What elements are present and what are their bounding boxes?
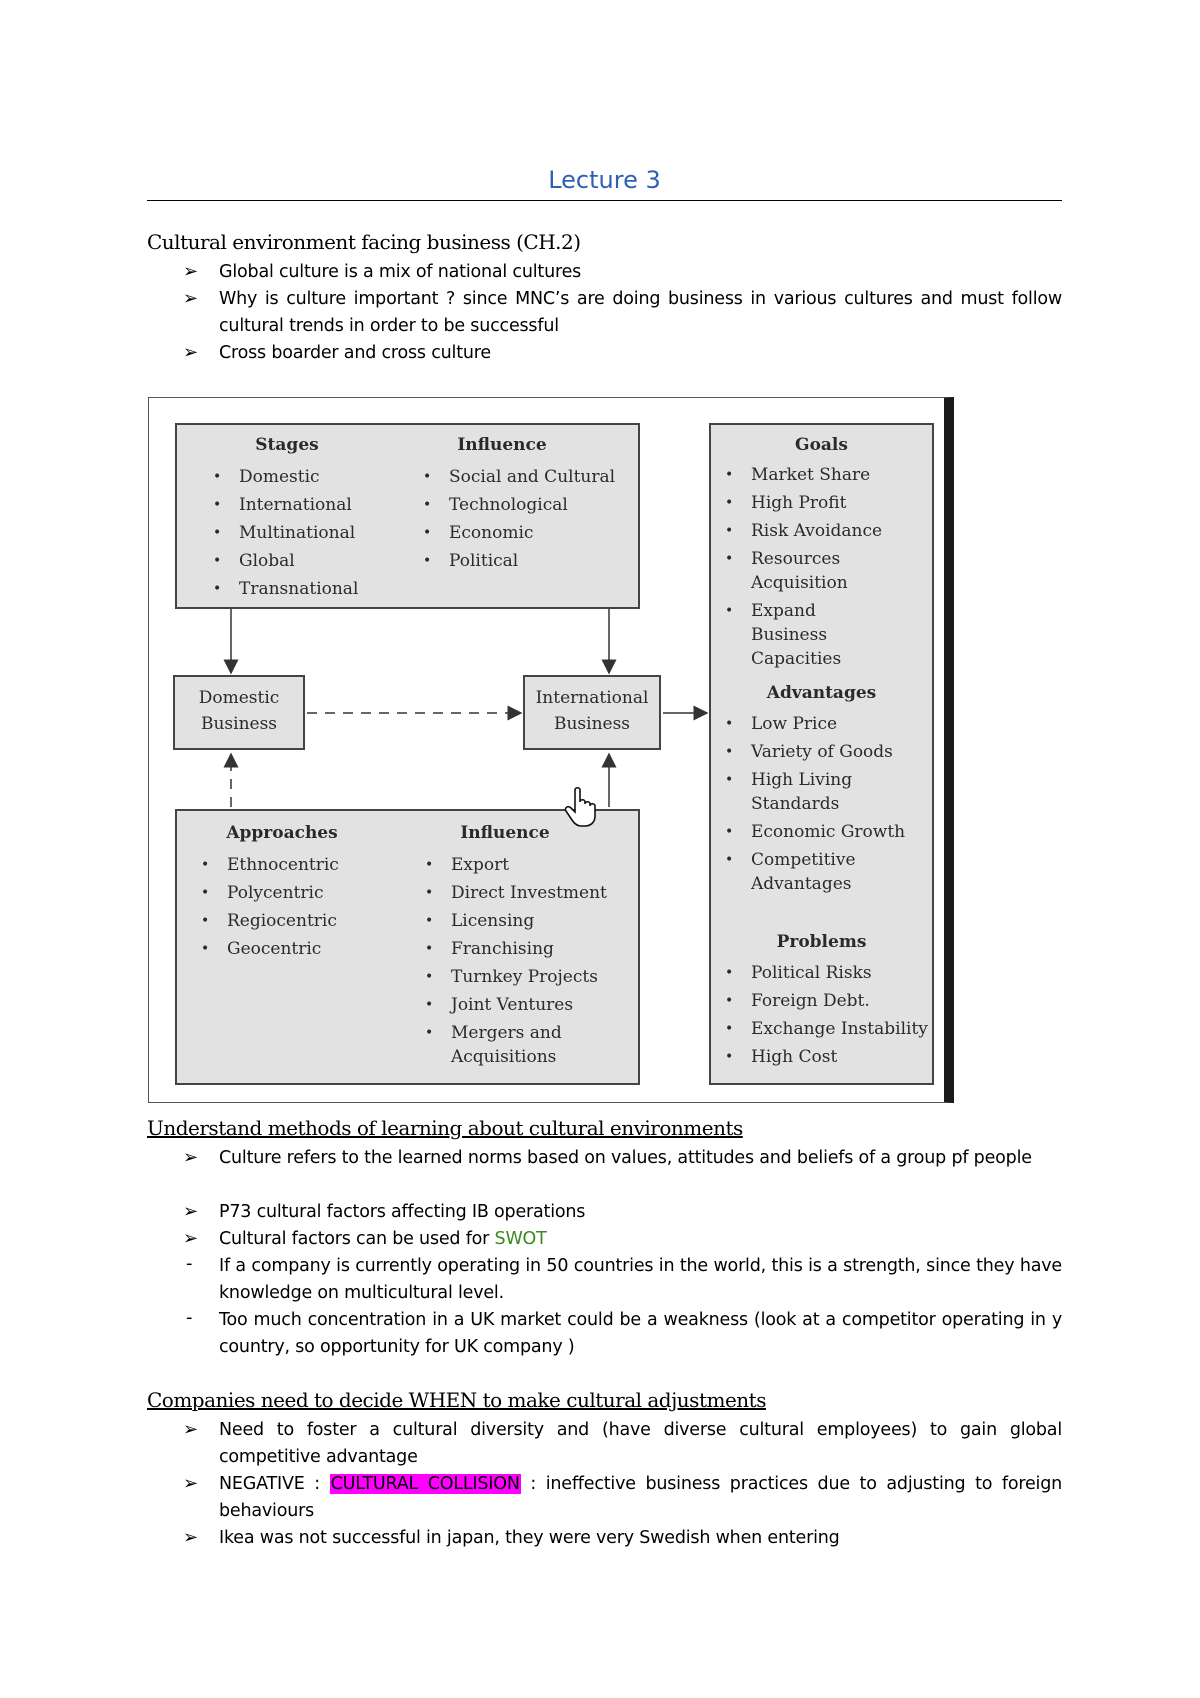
- influence-title: Influence: [457, 435, 547, 455]
- arrow-bullet-icon: ➢: [183, 1228, 199, 1249]
- dash-bullet: -: [186, 1253, 193, 1274]
- goals-title: Goals: [795, 435, 848, 455]
- list-item: • Regiocentric: [195, 909, 339, 933]
- list-item: • High Profit: [719, 491, 924, 515]
- section3-heading: Companies need to decide WHEN to make cultural adjustments: [147, 1388, 766, 1412]
- approaches-title: Approaches: [226, 823, 338, 843]
- list-item: • Variety of Goods: [719, 740, 924, 764]
- domestic-business-box: Domestic Business: [173, 675, 305, 750]
- list-item: • Turnkey Projects: [419, 965, 629, 989]
- list-item: • Mergers and Acquisitions: [419, 1021, 591, 1069]
- list-item: • Political Risks: [719, 961, 934, 985]
- diagram-arrows: [149, 398, 945, 1102]
- list-item: • Resources Acquisition: [719, 547, 861, 595]
- section2-bullet-1: Culture refers to the learned norms based on values, attitudes and beliefs of a group pf people: [219, 1148, 1032, 1168]
- section2-dash-1: If a company is currently operating in 50 countries in the world, this is a strength, since they have knowledge on multicultural level.: [219, 1256, 1062, 1303]
- list-item: • Franchising: [419, 937, 629, 961]
- page-title: Lecture 3: [548, 166, 661, 194]
- section3-bullet-1: Need to foster a cultural diversity and (have diverse cultural employees) to gain global competitive advantage: [219, 1420, 1062, 1467]
- arrow-bullet-icon: ➢: [183, 261, 199, 282]
- arrow-bullet-icon: ➢: [183, 1473, 199, 1494]
- list-item: • Domestic: [207, 465, 358, 489]
- section2-bullet-3: [219, 1226, 1062, 1253]
- list-item: • Licensing: [419, 909, 629, 933]
- list-item: • Export: [419, 853, 629, 877]
- influence-title: Influence: [460, 823, 550, 843]
- section2-dash-2: Too much concentration in a UK market could be a weakness (look at a competitor operating in y country, so opportunity for UK company ): [219, 1310, 1062, 1357]
- section3-bullet-3: Ikea was not successful in japan, they were very Swedish when entering: [219, 1528, 840, 1548]
- list-item: • Foreign Debt.: [719, 989, 934, 1013]
- list-item: • Political: [417, 549, 615, 573]
- arrow-bullet-icon: ➢: [183, 342, 199, 363]
- list-item: • Technological: [417, 493, 615, 517]
- list-item: • Low Price: [719, 712, 924, 736]
- list-item: • High Living Standards: [719, 768, 861, 816]
- list-item: • International: [207, 493, 358, 517]
- section2-heading: Understand methods of learning about cultural environments: [147, 1116, 743, 1140]
- arrow-bullet-icon: ➢: [183, 1527, 199, 1548]
- list-item: • Social and Cultural: [417, 465, 615, 489]
- arrow-bullet-icon: ➢: [183, 1201, 199, 1222]
- bullet-text: NEGATIVE :: [219, 1474, 330, 1494]
- section1-heading: Cultural environment facing business (CH.2): [147, 230, 581, 254]
- section3-bullet-2: [219, 1471, 1062, 1525]
- international-business-box: International Business: [523, 675, 661, 750]
- list-item: • High Cost: [719, 1045, 934, 1069]
- stages-title: Stages: [255, 435, 319, 455]
- list-item: • Multinational: [207, 521, 358, 545]
- cultural-collision-highlight: CULTURAL COLLISION: [330, 1474, 520, 1494]
- list-item: • Global: [207, 549, 358, 573]
- dash-bullet: -: [186, 1307, 193, 1328]
- list-item: • Ethnocentric: [195, 853, 339, 877]
- international-business-diagram: [148, 397, 954, 1103]
- bullet-text: : ineffective business practices due to adjusting to foreign behaviours: [219, 1474, 1063, 1521]
- section1-bullet-1: Global culture is a mix of national cultures: [219, 262, 582, 282]
- list-item: • Risk Avoidance: [719, 519, 924, 543]
- list-item: • Competitive Advantages: [719, 848, 881, 896]
- list-item: • Expand Business Capacities: [719, 599, 891, 671]
- arrow-bullet-icon: ➢: [183, 288, 199, 309]
- list-item: • Joint Ventures: [419, 993, 629, 1017]
- list-item: • Transnational: [207, 577, 358, 601]
- list-item: • Exchange Instability: [719, 1017, 934, 1041]
- list-item: • Market Share: [719, 463, 924, 487]
- arrow-bullet-icon: ➢: [183, 1419, 199, 1440]
- list-item: • Economic Growth: [719, 820, 924, 844]
- section2-bullet-2: P73 cultural factors affecting IB operations: [219, 1202, 586, 1222]
- advantages-title: Advantages: [766, 683, 877, 703]
- bullet-text: Cultural factors can be used for: [219, 1229, 495, 1249]
- list-item: • Direct Investment: [419, 881, 629, 905]
- problems-title: Problems: [776, 932, 867, 952]
- section1-bullet-2: Why is culture important ? since MNC’s are doing business in various cultures and must follow cultural trends in order to be successful: [219, 289, 1062, 336]
- swot-text: SWOT: [494, 1229, 547, 1249]
- list-item: • Geocentric: [195, 937, 339, 961]
- arrow-bullet-icon: ➢: [183, 1147, 199, 1168]
- list-item: • Economic: [417, 521, 615, 545]
- list-item: • Polycentric: [195, 881, 339, 905]
- title-rule: [147, 200, 1062, 201]
- hand-cursor-icon: [565, 788, 595, 826]
- section1-bullet-3: Cross boarder and cross culture: [219, 343, 491, 363]
